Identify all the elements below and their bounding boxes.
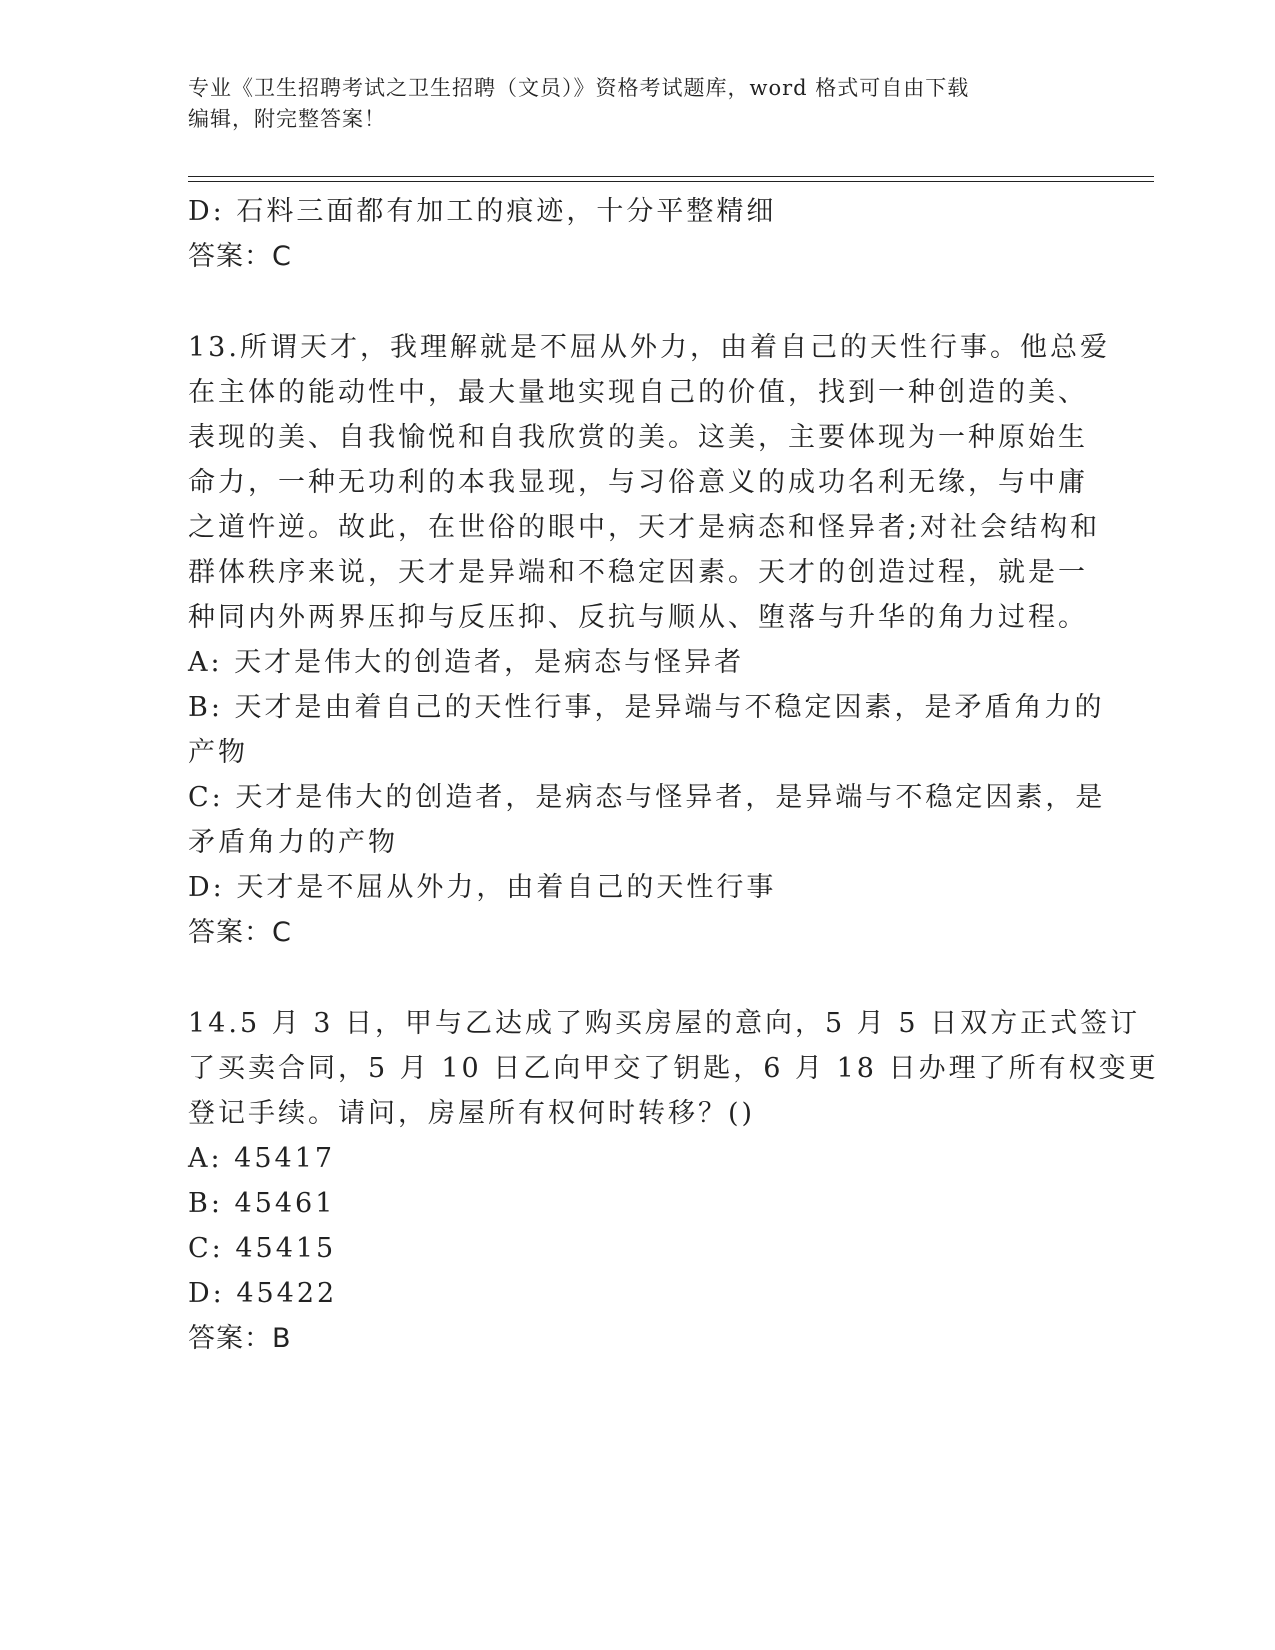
q13-option-a: A: 天才是伟大的创造者，是病态与怪异者 (188, 647, 745, 678)
q13-option-c-line-2: 矛盾角力的产物 (188, 827, 398, 858)
spacer (188, 279, 1088, 325)
q14-option-b: B: 45461 (188, 1188, 336, 1219)
q14-option-a: A: 45417 (188, 1143, 336, 1174)
header-divider-top (188, 176, 1154, 177)
question-13 (188, 325, 1110, 955)
header-divider-bottom (188, 181, 1154, 182)
q14-text-line: 14.5 月 3 日，甲与乙达成了购买房屋的意向，5 月 5 日双方正式签订 (188, 1008, 1141, 1039)
q13-text-line: 之道忤逆。故此，在世俗的眼中，天才是病态和怪异者;对社会结构和 (188, 512, 1101, 543)
q13-option-b-line-1: B: 天才是由着自己的天性行事，是异端与不稳定因素，是矛盾角力的 (188, 692, 1105, 723)
prev-answer: 答案：C (188, 241, 292, 272)
q13-option-d: D: 天才是不屈从外力，由着自己的天性行事 (188, 872, 777, 903)
q14-option-c: C: 45415 (188, 1233, 337, 1264)
document-body (188, 189, 1159, 1361)
document-header (188, 73, 1068, 135)
q14-text-line: 登记手续。请问，房屋所有权何时转移？() (188, 1098, 756, 1129)
q13-answer: 答案：C (188, 917, 292, 948)
q14-answer: 答案：B (188, 1323, 292, 1354)
q13-text-line: 命力，一种无功利的本我显现，与习俗意义的成功名利无缘，与中庸 (188, 467, 1088, 498)
q13-option-b-line-2: 产物 (188, 737, 248, 768)
q13-text-line: 种同内外两界压抑与反压抑、反抗与顺从、堕落与升华的角力过程。 (188, 602, 1088, 633)
q13-option-c-line-1: C: 天才是伟大的创造者，是病态与怪异者，是异端与不稳定因素，是 (188, 782, 1106, 813)
header-title-line-1: 专业《卫生招聘考试之卫生招聘（文员）》资格考试题库，word 格式可自由下载 (188, 76, 970, 100)
q14-text-line: 了买卖合同，5 月 10 日乙向甲交了钥匙，6 月 18 日办理了所有权变更 (188, 1053, 1159, 1084)
q14-option-d: D: 45422 (188, 1278, 338, 1309)
header-title-line-2: 编辑，附完整答案！ (188, 107, 386, 131)
q13-text-line: 13.所谓天才，我理解就是不屈从外力，由着自己的天性行事。他总爱 (188, 332, 1110, 363)
prev-option-d: D: 石料三面都有加工的痕迹，十分平整精细 (188, 196, 777, 227)
q13-text-line: 表现的美、自我愉悦和自我欣赏的美。这美，主要体现为一种原始生 (188, 422, 1088, 453)
spacer (188, 955, 1088, 1001)
q13-text-line: 群体秩序来说，天才是异端和不稳定因素。天才的创造过程，就是一 (188, 557, 1088, 588)
question-14 (188, 1001, 1159, 1361)
q13-text-line: 在主体的能动性中，最大量地实现自己的价值，找到一种创造的美、 (188, 377, 1088, 408)
